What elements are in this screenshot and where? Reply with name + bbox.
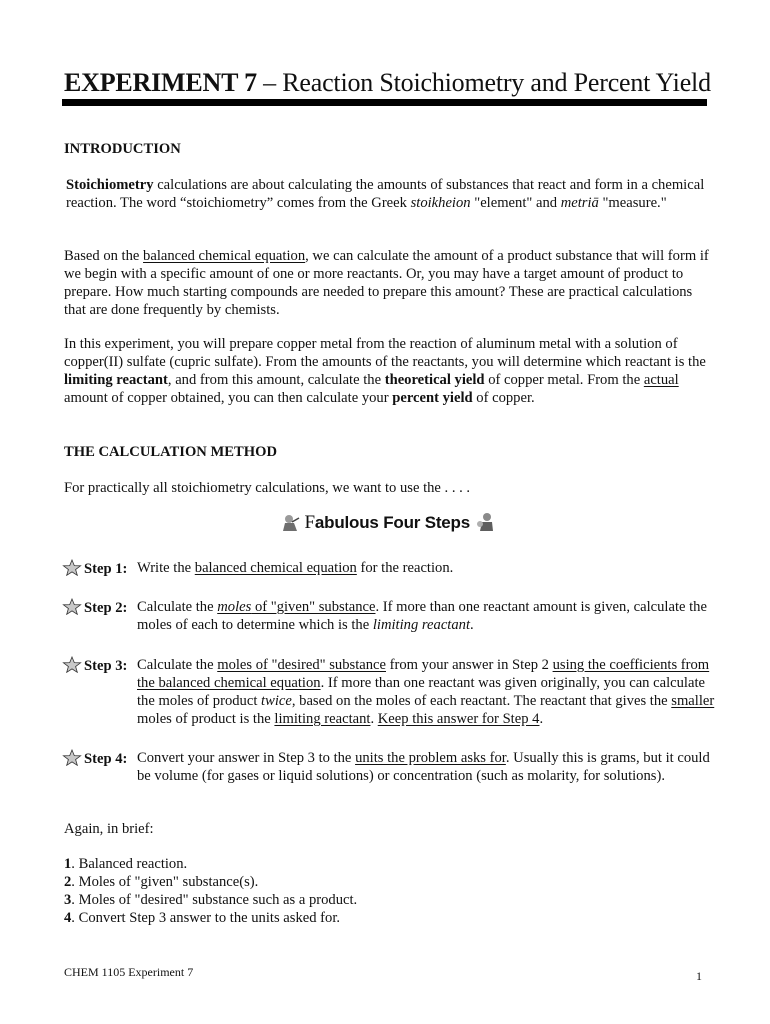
brief-list xyxy=(64,855,357,927)
star-icon xyxy=(62,749,82,766)
calculation-method-heading: THE CALCULATION METHOD xyxy=(64,444,277,460)
method-intro: For practically all stoichiometry calculations, we want to use the . . . . xyxy=(64,480,471,496)
star-icon xyxy=(62,559,82,576)
balanced-equation-term: balanced chemical equation xyxy=(143,248,306,264)
list-item: 3. Moles of "desired" substance such as a product. xyxy=(64,892,358,908)
star-icon xyxy=(62,656,82,673)
intro-paragraph-2: Based on the balanced chemical equation, we can calculate the amount of a product substance that will form if we begin with a specific amount of one or more reactants. Or, you may have a target amount of product to prepare. How much starting compounds are needed to prepare this amount? These are practical calculations that are done frequently by chemists. xyxy=(64,248,709,318)
list-item: 1. Balanced reaction. xyxy=(64,856,188,872)
page-number: 1 xyxy=(696,969,702,983)
introduction-heading: INTRODUCTION xyxy=(64,141,181,157)
intro-paragraph-3: In this experiment, you will prepare copper metal from the reaction of aluminum metal with a solution of copper(II) sulfate (cupric sulfate). From the amounts of the reactants, you will determine which reactant is the limiting reactant, and from this amount, calculate the theoretical yield of copper metal. From the actual amount of copper obtained, you can then calculate your percent yield of copper. xyxy=(64,336,706,406)
page-title xyxy=(64,68,711,98)
title-subject: – Reaction Stoichiometry and Percent Yield xyxy=(256,68,711,97)
intro-paragraph-1: Stoichiometry calculations are about calculating the amounts of substances that react and form in a chemical reaction. The word “stoichiometry” comes from the Greek stoikheion "element" and metriā "measure." xyxy=(66,177,705,211)
footer-course-label: CHEM 1105 Experiment 7 xyxy=(64,965,194,979)
list-item: 2. Moles of "given" substance(s). xyxy=(64,874,259,890)
fabulous-four-steps-heading: Fabulous Four Steps xyxy=(280,512,495,532)
brief-intro: Again, in brief: xyxy=(64,821,154,837)
star-icon xyxy=(62,598,82,615)
chemist-clipart-icon xyxy=(475,512,495,532)
list-item: 4. Convert Step 3 answer to the units asked for. xyxy=(64,910,341,926)
scientist-clipart-icon xyxy=(280,514,300,532)
document-page: EXPERIMENT 7 – Reaction Stoichiometry and Percent Yield INTRODUCTION Stoichiometry calculations are about calculating the amounts of substances that react and form in a chemical reaction. The word “stoichiometry” comes from the Greek stoikheion "element" and metriā "measure." Based on the balanced chemical equation, we can calculate the amount of a product substance that will form if we begin with a specific amount of one or more reactants. Or, you may have a target amount of product to prepare. How much starting compounds are needed to prepare this amount? These are practical calculations that are done frequently by chemists. In this experiment, you will prepare copper metal from the reaction of aluminum metal with a solution of copper(II) sulfate (cupric sulfate). From the amounts of the reactants, you will determine which reactant is the limiting reactant, and from this amount, calculate the theoretical yield of copper metal. From the actual amount of copper obtained, you can then calculate your percent yield of copper. THE CALCULATION METHOD For practically all stoichiometry calculations, we want to use the . . . . Fabulous Four Steps Step 1: Write the balanced chemical equation for the reaction. Step 2: Calculate the moles of "given" substance. If more than one reactant amount is given, calculate the moles of each to determine which is the limiting reactant. Step 3: Calculate the moles of "desired" substance from your answer in Step 2 using the coefficients from the balanced chemical equation. If more than one reactant was given originally, you can calculate the moles of product twice, based on the moles of each reactant. The reactant that gives the smaller moles of product is the limiting reactant. Keep this answer for Step 4. Step 4: Convert your answer in Step 3 to the units the problem asks for. Usually this is grams, but it could be volume (for gases or liquid solutions) or concentration (such as molarity, for solutions). Again, in brief: 1. Balanced reaction. 2. Moles of "given" substance(s). 3. Moles of "desired" substance such as a product. 4. Convert Step 3 answer to the units asked for. CHEM 1105 Experiment 7 1 xyxy=(64,68,715,983)
title-experiment-number: EXPERIMENT 7 xyxy=(64,68,257,97)
title-rule xyxy=(62,99,707,106)
